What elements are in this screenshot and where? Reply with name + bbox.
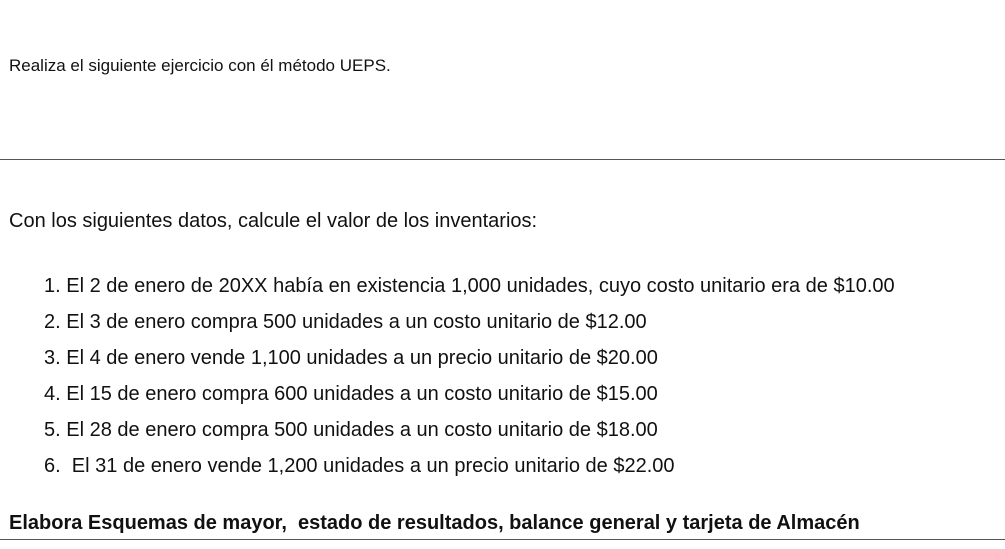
list-item-number: 2. bbox=[44, 311, 61, 333]
list-item bbox=[44, 417, 895, 453]
list-item bbox=[44, 273, 895, 309]
data-list bbox=[44, 273, 895, 489]
list-item-number: 5. bbox=[44, 419, 61, 441]
list-item-text: El 2 de enero de 20XX había en existencia 1,000 unidades, cuyo costo unitario era de $10.00 bbox=[66, 275, 895, 297]
list-item-text: El 28 de enero compra 500 unidades a un costo unitario de $18.00 bbox=[66, 419, 658, 441]
bottom-divider-line bbox=[0, 539, 1005, 540]
instruction-text: Realiza el siguiente ejercicio con él método UEPS. bbox=[9, 56, 391, 75]
list-item-text: El 15 de enero compra 600 unidades a un costo unitario de $15.00 bbox=[66, 383, 658, 405]
list-item bbox=[44, 309, 895, 345]
list-item bbox=[44, 453, 895, 489]
list-item-number: 1. bbox=[44, 275, 61, 297]
list-item-number: 3. bbox=[44, 347, 61, 369]
list-item-text: El 4 de enero vende 1,100 unidades a un precio unitario de $20.00 bbox=[66, 347, 658, 369]
list-item bbox=[44, 381, 895, 417]
list-item-number: 6. bbox=[44, 455, 61, 477]
intro-text: Con los siguientes datos, calcule el valor de los inventarios: bbox=[9, 210, 538, 232]
list-item-text: El 3 de enero compra 500 unidades a un costo unitario de $12.00 bbox=[66, 311, 647, 333]
list-item bbox=[44, 345, 895, 381]
divider-line bbox=[0, 159, 1005, 160]
list-item-number: 4. bbox=[44, 383, 61, 405]
list-item-text: El 31 de enero vende 1,200 unidades a un precio unitario de $22.00 bbox=[66, 455, 675, 477]
task-heading: Elabora Esquemas de mayor, estado de resultados, balance general y tarjeta de Almacén bbox=[9, 512, 860, 534]
